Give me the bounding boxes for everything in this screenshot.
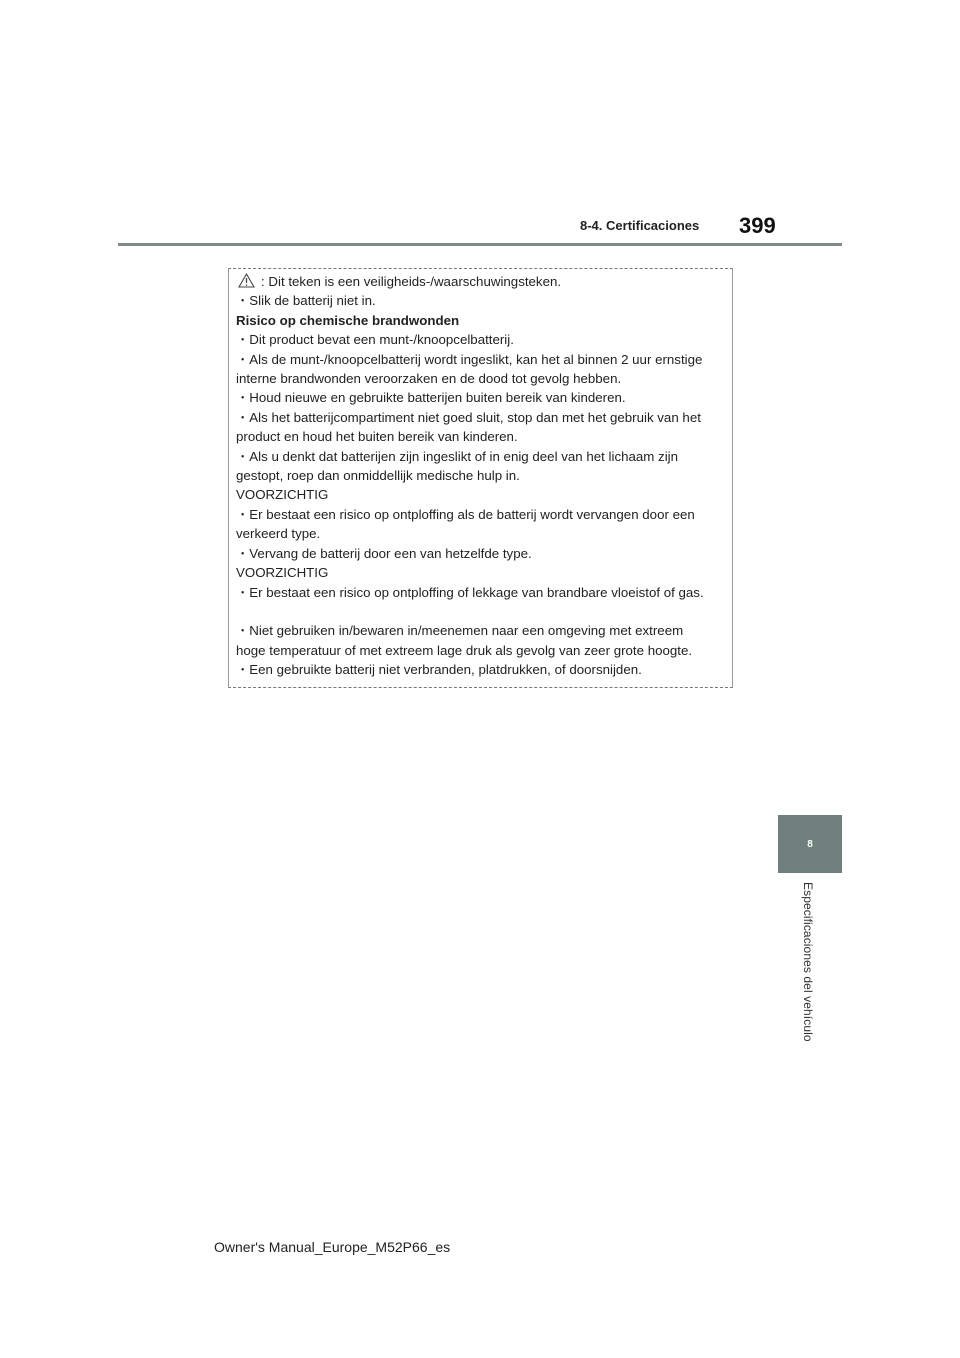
battery-warning-box: [228, 268, 733, 688]
notice-line: ・Als de munt-/knoopcelbatterij wordt ingeslikt, kan het al binnen 2 uur ernstige: [236, 351, 703, 367]
page-number: 399: [739, 213, 776, 238]
notice-line: gestopt, roep dan onmiddellijk medische hulp in.: [236, 468, 520, 484]
footer-text: Owner's Manual_Europe_M52P66_es: [214, 1239, 451, 1255]
notice-line: product en houd het buiten bereik van kinderen.: [236, 429, 518, 445]
notice-line: ・Er bestaat een risico op ontploffing als de batterij wordt vervangen door een: [236, 506, 695, 522]
notice-line: ・Als het batterijcompartiment niet goed sluit, stop dan met het gebruik van het: [236, 409, 701, 425]
notice-line: VOORZICHTIG: [236, 487, 329, 503]
section-title: 8-4. Certificaciones: [580, 218, 700, 233]
warning-triangle-icon: [238, 273, 255, 288]
notice-line: ・Slik de batterij niet in.: [236, 293, 376, 309]
header-rule: [118, 243, 842, 246]
notice-line: [236, 602, 732, 621]
warning-symbol-text: : Dit teken is een veiligheids-/waarschuwingsteken.: [261, 274, 562, 289]
notice-line: Risico op chemische brandwonden: [236, 312, 460, 328]
notice-lines: [236, 291, 732, 679]
notice-line: ・Houd nieuwe en gebruikte batterijen buiten bereik van kinderen.: [236, 390, 626, 406]
notice-line: ・Vervang de batterij door een van hetzelfde type.: [236, 545, 532, 561]
notice-line: hoge temperatuur of met extreem lage druk als gevolg van zeer grote hoogte.: [236, 642, 693, 658]
chapter-side-label: Especificaciones del vehículo: [801, 882, 815, 1042]
notice-line: verkeerd type.: [236, 526, 321, 542]
warning-symbol-line: [236, 272, 732, 291]
notice-line: ・Een gebruikte batterij niet verbranden, platdrukken, of doorsnijden.: [236, 662, 642, 678]
notice-line: VOORZICHTIG: [236, 565, 329, 581]
notice-line: ・Als u denkt dat batterijen zijn ingeslikt of in enig deel van het lichaam zijn: [236, 448, 678, 464]
notice-line: ・Er bestaat een risico op ontploffing of lekkage van brandbare vloeistof of gas.: [236, 584, 704, 600]
notice-line: ・Niet gebruiken in/bewaren in/meenemen naar een omgeving met extreem: [236, 623, 684, 639]
notice-line: ・Dit product bevat een munt-/knoopcelbatterij.: [236, 332, 514, 348]
notice-line: interne brandwonden veroorzaken en de dood tot gevolg hebben.: [236, 371, 622, 387]
chapter-tab: 8: [778, 815, 842, 873]
